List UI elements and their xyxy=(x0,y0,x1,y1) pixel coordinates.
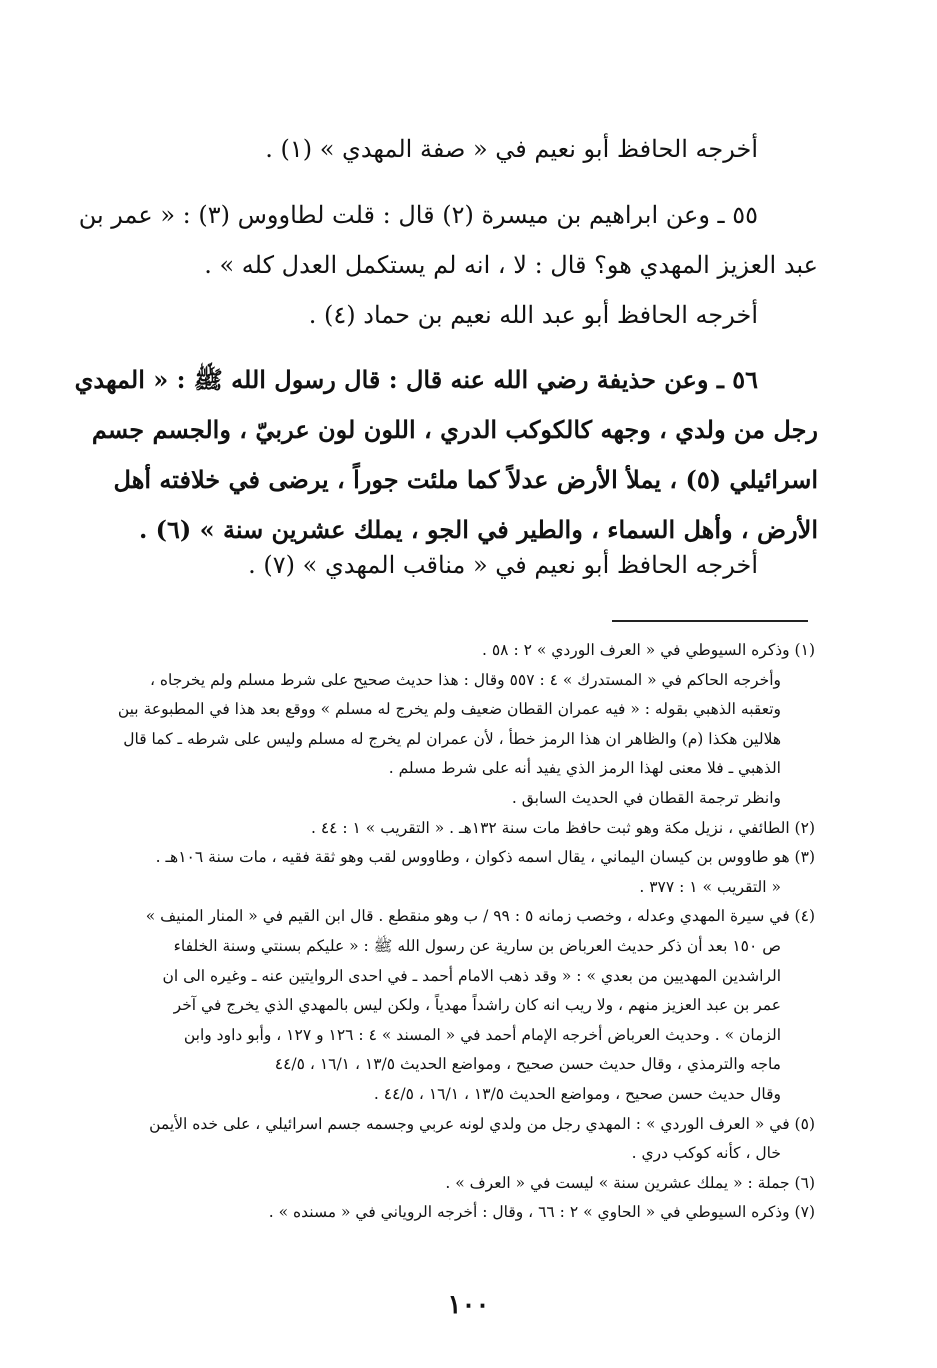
footnote-line: (٥) في « العرف الوردي » : المهدي رجل من ولدي لونه عربي وجسمه جسم اسرائيلي ، على خده الأيمن xyxy=(149,1114,815,1133)
footnote-line: (٧) وذكره السيوطي في « الحاوي » ٢ : ٦٦ ، وقال : أخرجه الروياني في « مسنده » . xyxy=(268,1203,815,1222)
footnote-line: « التقريب » ١ : ٣٧٧ . xyxy=(639,877,781,896)
footnotes xyxy=(110,636,815,1228)
main-line: رجل من ولدي ، وجهه كالكوكب الدري ، اللون لون عربيّ ، والجسم جسم xyxy=(91,415,818,444)
footnote-line: (٢) الطائفي ، نزيل مكة وهو ثبت حافظ مات سنة ١٣٢هـ . « التقريب » ١ : ٤٤ . xyxy=(310,818,815,837)
footnote-line: وأخرجه الحاكم في « المستدرك » ٤ : ٥٥٧ وقال : هذا حديث صحيح على شرط مسلم ولم يخرجاه ، xyxy=(149,670,781,689)
footnote-line: (٣) هو طاووس بن كيسان اليماني ، يقال اسمه ذكوان ، وطاووس لقب وهو ثقة فقيه ، مات سنة ١٠٦هـ . xyxy=(155,848,815,867)
footnote-line: (٦) جملة : « يملك عشرين سنة » ليست في « العرف » . xyxy=(445,1173,815,1192)
footnote-line: وتعقبه الذهبي بقوله : « فيه عمران القطان ضعيف ولم يخرج له مسلم » ووقع بعد هذا في المطبوعة بين xyxy=(117,700,781,719)
footnote-line: وانظر ترجمة القطان في الحديث السابق . xyxy=(511,788,781,807)
main-line: اسرائيلي (٥) ، يملأ الأرض عدلاً كما ملئت جوراً ، يرضى في خلافته أهل xyxy=(113,465,818,494)
footnote-line: خال ، كأنه كوكب دري . xyxy=(631,1144,781,1163)
footnote-line: ص ١٥٠ بعد أن ذكر حديث العرباض بن سارية عن رسول الله ﷺ : « عليكم بسنتي وسنة الخلفاء xyxy=(173,936,781,955)
main-line: أخرجه الحافظ أبو نعيم في « صفة المهدي » (١) . xyxy=(265,135,758,163)
main-line: الأرض ، وأهل السماء ، والطير في الجو ، يملك عشرين سنة » (٦) . xyxy=(138,515,818,544)
main-line: عبد العزيز المهدي هو؟ قال : لا ، انه لم يستكمل العدل كله » . xyxy=(204,251,818,279)
footnote-line: هلالين هكذا (م) والظاهر ان هذا الرمز خطأ ، لأن عمران لم يخرج له مسلم وليس على شرطه ـ كما قال xyxy=(123,729,781,748)
page-number: ١٠٠ xyxy=(447,1290,490,1320)
footnote-line: الذهبي ـ فلا معنى لهذا الرمز الذي يفيد أنه على شرط مسلم . xyxy=(388,759,781,778)
main-line: أخرجه الحافظ أبو نعيم في « مناقب المهدي » (٧) . xyxy=(248,551,758,579)
main-line: أخرجه الحافظ أبو عبد الله نعيم بن حماد (٤) . xyxy=(308,301,758,329)
footnote-line: ماجه والترمذي ، وقال حديث حسن صحيح ، ومواضع الحديث ١٣/٥ ، ١٦/١ ، ٤٤/٥ xyxy=(274,1055,781,1074)
footnote-line: عمر بن عبد العزيز منهم ، ولا ريب انه كان راشداً مهدياً ، ولكن ليس بالمهدي الذي يخرج في آخر xyxy=(173,996,781,1015)
footnote-line: الزمان » . وحديث العرباض أخرجه الإمام أحمد في « المسند » ٤ : ١٢٦ و ١٢٧ ، وأبو داود وابن xyxy=(183,1025,781,1044)
footnote-line: (٤) في سيرة المهدي وعدله ، وخصب زمانه ٥ : ٩٩ / ب وهو منقطع . قال ابن القيم في « المنار المنيف » xyxy=(145,907,815,926)
main-line: ٥٥ ـ وعن ابراهيم بن ميسرة (٢) قال : قلت لطاووس (٣) : « عمر بن xyxy=(78,201,758,229)
main-line: ٥٦ ـ وعن حذيفة رضي الله عنه قال : قال رسول الله ﷺ : « المهدي xyxy=(74,365,758,394)
footnote-line: (١) وذكره السيوطي في « العرف الوردي » ٢ : ٥٨ . xyxy=(482,641,815,659)
footnote-line: الراشدين المهديين من بعدي » : « وقد ذهب الامام أحمد ـ في احدى الروايتين عنه ـ وغيره الى ان xyxy=(162,966,781,985)
footnote-separator xyxy=(612,620,808,622)
footnote-line: وقال حديث حسن صحيح ، ومواضع الحديث ١٣/٥ ، ١٦/١ ، ٤٤/٥ . xyxy=(373,1084,781,1103)
